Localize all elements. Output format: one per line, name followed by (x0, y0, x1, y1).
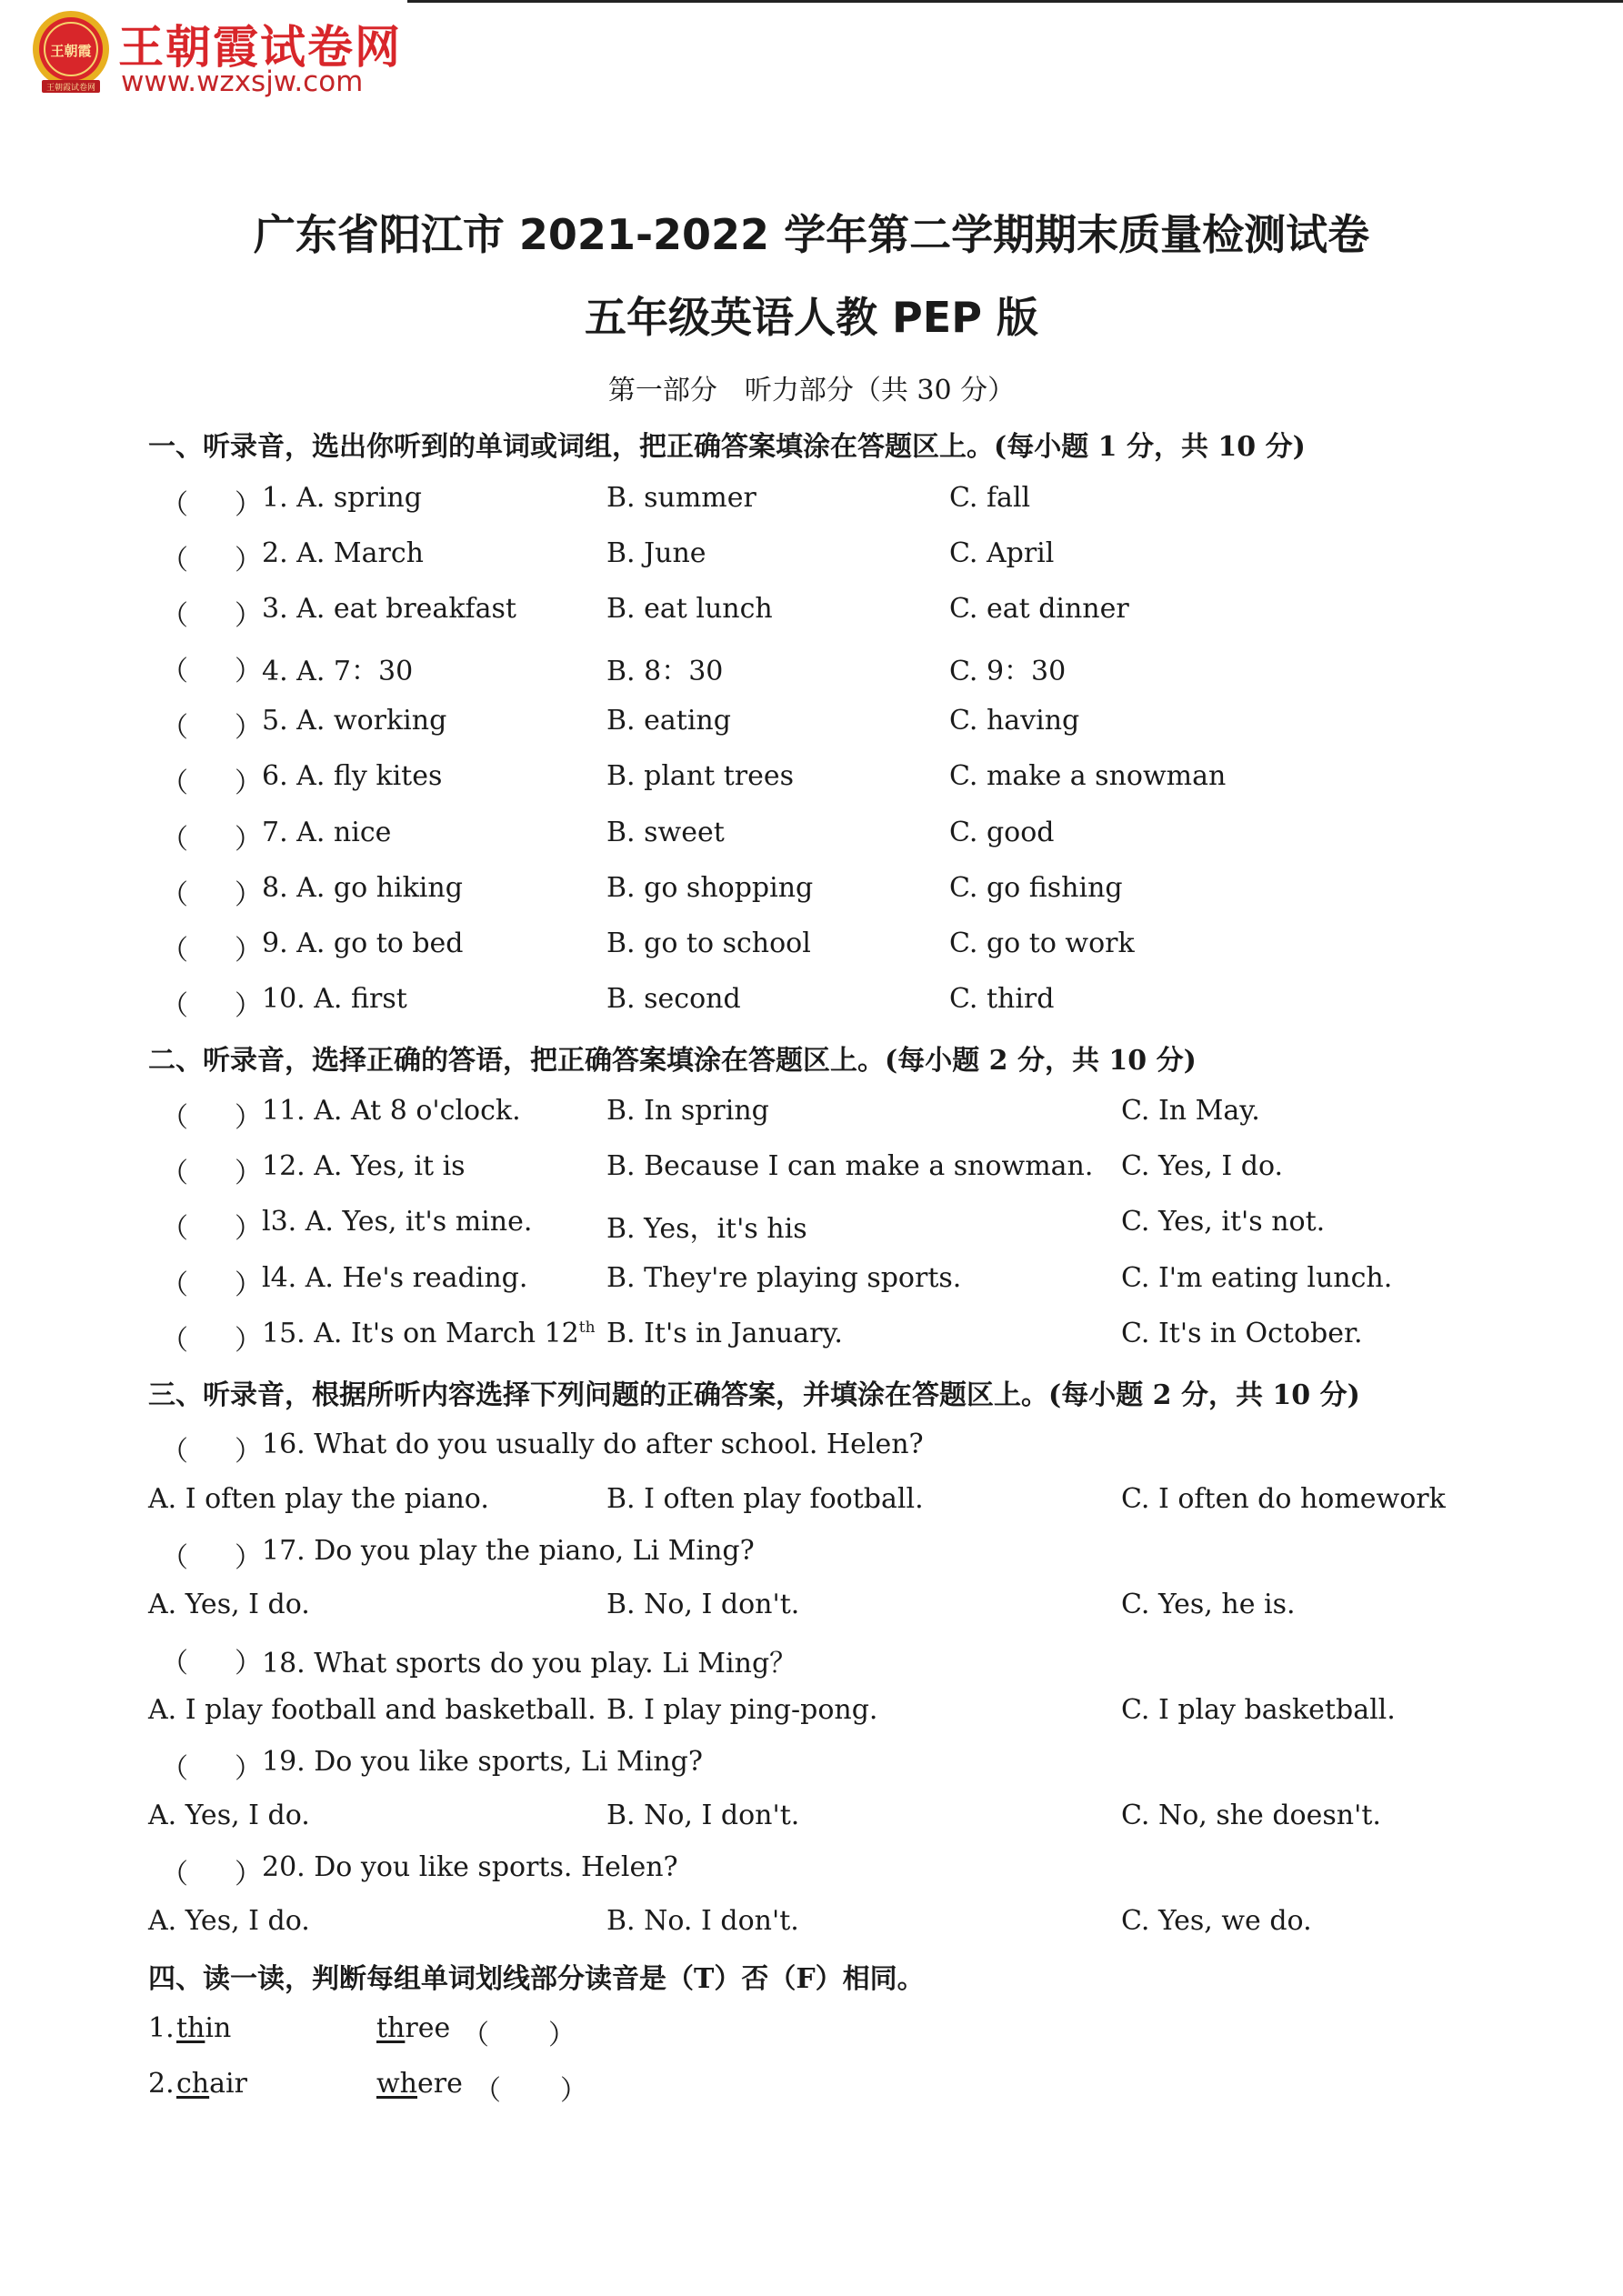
answer-bracket-open[interactable]: （ (161, 600, 188, 632)
word-1-rest: air (209, 2068, 247, 2100)
option-c: C. I often do homework (1121, 1483, 1446, 1515)
answer-bracket-open[interactable]: （ (161, 1753, 188, 1785)
answer-bracket-open[interactable]: （ (161, 935, 188, 967)
answer-bracket-close: ） (235, 1542, 262, 1574)
section-3-heading: 三、听录音，根据所听内容选择下列问题的正确答案，并填涂在答题区上。(每小题 2 分，共 10 分) (148, 1379, 1360, 1411)
answer-bracket-open[interactable]: （ (161, 824, 188, 856)
word-2 (376, 2068, 463, 2100)
exam-title: 广东省阳江市 2021-2022 学年第二学期期末质量检测试卷 (253, 210, 1370, 259)
answer-bracket-close: ） (235, 656, 262, 687)
option-a: l4. A. He's reading. (262, 1262, 528, 1294)
answer-bracket-close: ） (235, 712, 262, 744)
answer-bracket-close: ） (235, 600, 262, 632)
part-title: 第一部分 听力部分（共 30 分） (607, 375, 1016, 406)
option-a: 12. A. Yes, it is (262, 1150, 466, 1182)
option-c: C. eat dinner (949, 593, 1129, 625)
option-b: B. No, I don't. (606, 1800, 800, 1831)
option-b: B. It's in January. (606, 1318, 843, 1349)
answer-bracket-close: ） (235, 1436, 262, 1468)
answer-bracket-open[interactable]: （ (161, 656, 188, 687)
word-1-underlined: th (176, 2012, 205, 2044)
brand-logo (25, 7, 116, 98)
option-c: C. In May. (1121, 1095, 1260, 1127)
option-a: 11. A. At 8 o'clock. (262, 1095, 521, 1127)
answer-bracket-open[interactable]: （ (161, 1325, 188, 1357)
option-a: 3. A. eat breakfast (262, 593, 516, 625)
option-c: C. No, she doesn't. (1121, 1800, 1381, 1831)
option-b: B. summer (606, 482, 756, 514)
answer-bracket-close: ） (235, 1859, 262, 1890)
question-text: 20. Do you like sports. Helen? (262, 1851, 678, 1883)
option-a: 10. A. first (262, 983, 407, 1015)
word-2 (376, 2012, 450, 2044)
option-b: B. No. I don't. (606, 1905, 799, 1937)
answer-bracket-close: ） (235, 1158, 262, 1189)
svg-text:王朝霞试卷网: 王朝霞试卷网 (45, 84, 96, 93)
option-c: C. third (949, 983, 1055, 1015)
answer-bracket-open[interactable]: （ (161, 1158, 188, 1189)
option-b: B. sweet (606, 817, 725, 848)
option-a: 7. A. nice (262, 817, 392, 848)
answer-bracket-open[interactable]: （ (462, 2020, 489, 2051)
option-b: B. They're playing sports. (606, 1262, 962, 1294)
answer-bracket-close: ） (235, 1325, 262, 1357)
answer-bracket-close: ） (235, 824, 262, 856)
option-c: C. Yes, I do. (1121, 1150, 1284, 1182)
svg-text:王朝霞: 王朝霞 (50, 43, 92, 59)
answer-bracket-open[interactable]: （ (161, 1859, 188, 1890)
section-4-heading: 四、读一读，判断每组单词划线部分读音是（T）否（F）相同。 (148, 1963, 925, 1995)
answer-bracket-open[interactable]: （ (161, 767, 188, 799)
option-a-text: 15. A. It's on March 12 (262, 1318, 579, 1349)
item-number: 2. (148, 2068, 175, 2100)
option-c: C. make a snowman (949, 760, 1227, 792)
answer-bracket-close: ） (235, 1213, 262, 1245)
option-b: B. plant trees (606, 760, 795, 792)
option-c: C. April (949, 537, 1055, 569)
option-c: C. go fishing (949, 872, 1123, 904)
option-c: C. Yes, he is. (1121, 1589, 1296, 1620)
ordinal-suffix: th (578, 1318, 596, 1337)
option-b: B. go to school (606, 927, 811, 959)
option-c: C. go to work (949, 927, 1135, 959)
option-c: C. having (949, 705, 1080, 737)
option-c: C. I'm eating lunch. (1121, 1262, 1393, 1294)
question-text: 18. What sports do you play. Li Ming？ (262, 1648, 797, 1679)
word-1 (176, 2012, 231, 2044)
section-1-heading: 一、听录音，选出你听到的单词或词组，把正确答案填涂在答题区上。(每小题 1 分，共 10 分) (148, 431, 1306, 463)
word-1 (176, 2068, 247, 2100)
option-a: 4. A. 7：30 (262, 656, 414, 687)
answer-bracket-open[interactable]: （ (161, 1213, 188, 1245)
answer-bracket-close: ） (235, 1753, 262, 1785)
option-c: C. good (949, 817, 1055, 848)
option-a: 9. A. go to bed (262, 927, 464, 959)
answer-bracket-close: ） (235, 1648, 262, 1679)
question-text: 16. What do you usually do after school. Helen? (262, 1429, 924, 1460)
question-text: 19. Do you like sports, Li Ming? (262, 1746, 703, 1778)
option-a: 8. A. go hiking (262, 872, 463, 904)
answer-bracket-close: ） (560, 2075, 587, 2107)
option-c: C. Yes, it's not. (1121, 1206, 1326, 1238)
option-c: C. It's in October. (1121, 1318, 1363, 1349)
option-b: B. In spring (606, 1095, 769, 1127)
answer-bracket-open[interactable]: （ (161, 879, 188, 911)
answer-bracket-close: ） (235, 545, 262, 577)
word-2-underlined: th (376, 2012, 406, 2044)
option-c: C. I play basketball. (1121, 1694, 1396, 1726)
section-2-heading: 二、听录音，选择正确的答语，把正确答案填涂在答题区上。(每小题 2 分，共 10 分) (148, 1045, 1197, 1077)
option-a (262, 1318, 596, 1349)
option-a: 5. A. working (262, 705, 447, 737)
answer-bracket-open[interactable]: （ (161, 489, 188, 521)
option-a: A. Yes, I do. (148, 1800, 310, 1831)
answer-bracket-open[interactable]: （ (161, 1436, 188, 1468)
answer-bracket-close: ） (235, 935, 262, 967)
header-rule (407, 0, 1623, 3)
option-c: C. fall (949, 482, 1031, 514)
answer-bracket-open[interactable]: （ (161, 990, 188, 1022)
option-a: A. Yes, I do. (148, 1905, 310, 1937)
option-b: B. Yes，it's his (606, 1213, 807, 1245)
option-a: 2. A. March (262, 537, 424, 569)
answer-bracket-open[interactable]: （ (161, 712, 188, 744)
option-b: B. 8：30 (606, 656, 724, 687)
option-a: 6. A. fly kites (262, 760, 443, 792)
answer-bracket-open[interactable]: （ (474, 2075, 501, 2107)
option-a: A. I often play the piano. (148, 1483, 489, 1515)
option-b: B. No, I don't. (606, 1589, 800, 1620)
option-b: B. I often play football. (606, 1483, 924, 1515)
answer-bracket-close: ） (548, 2020, 576, 2051)
brand-name: 王朝霞试卷网 (118, 21, 402, 74)
option-c: C. 9：30 (949, 656, 1067, 687)
option-b: B. June (606, 537, 706, 569)
brand-url[interactable]: www.wzxsjw.com (121, 65, 364, 98)
answer-bracket-close: ） (235, 489, 262, 521)
answer-bracket-open[interactable]: （ (161, 1648, 188, 1679)
answer-bracket-close: ） (235, 1269, 262, 1301)
item-number: 1. (148, 2012, 175, 2044)
word-1-underlined: ch (176, 2068, 210, 2100)
option-c: C. Yes, we do. (1121, 1905, 1312, 1937)
word-2-rest: ree (405, 2012, 451, 2044)
answer-bracket-open[interactable]: （ (161, 545, 188, 577)
answer-bracket-close: ） (235, 990, 262, 1022)
option-a: 1. A. spring (262, 482, 422, 514)
question-text: 17. Do you play the piano, Li Ming? (262, 1535, 755, 1567)
answer-bracket-close: ） (235, 879, 262, 911)
answer-bracket-open[interactable]: （ (161, 1269, 188, 1301)
word-1-rest: in (205, 2012, 232, 2044)
answer-bracket-close: ） (235, 1102, 262, 1134)
option-b: B. eating (606, 705, 731, 737)
answer-bracket-open[interactable]: （ (161, 1102, 188, 1134)
option-b: B. second (606, 983, 741, 1015)
option-b: B. Because I can make a snowman. (606, 1150, 1094, 1182)
option-b: B. I play ping-pong. (606, 1694, 878, 1726)
option-a: l3. A. Yes, it's mine. (262, 1206, 533, 1238)
word-2-underlined: wh (376, 2068, 417, 2100)
option-a: A. Yes, I do. (148, 1589, 310, 1620)
answer-bracket-close: ） (235, 767, 262, 799)
option-b: B. eat lunch (606, 593, 773, 625)
word-2-rest: ere (417, 2068, 463, 2100)
answer-bracket-open[interactable]: （ (161, 1542, 188, 1574)
option-a: A. I play football and basketball. (148, 1694, 596, 1726)
exam-subtitle: 五年级英语人教 PEP 版 (585, 293, 1038, 342)
option-b: B. go shopping (606, 872, 814, 904)
